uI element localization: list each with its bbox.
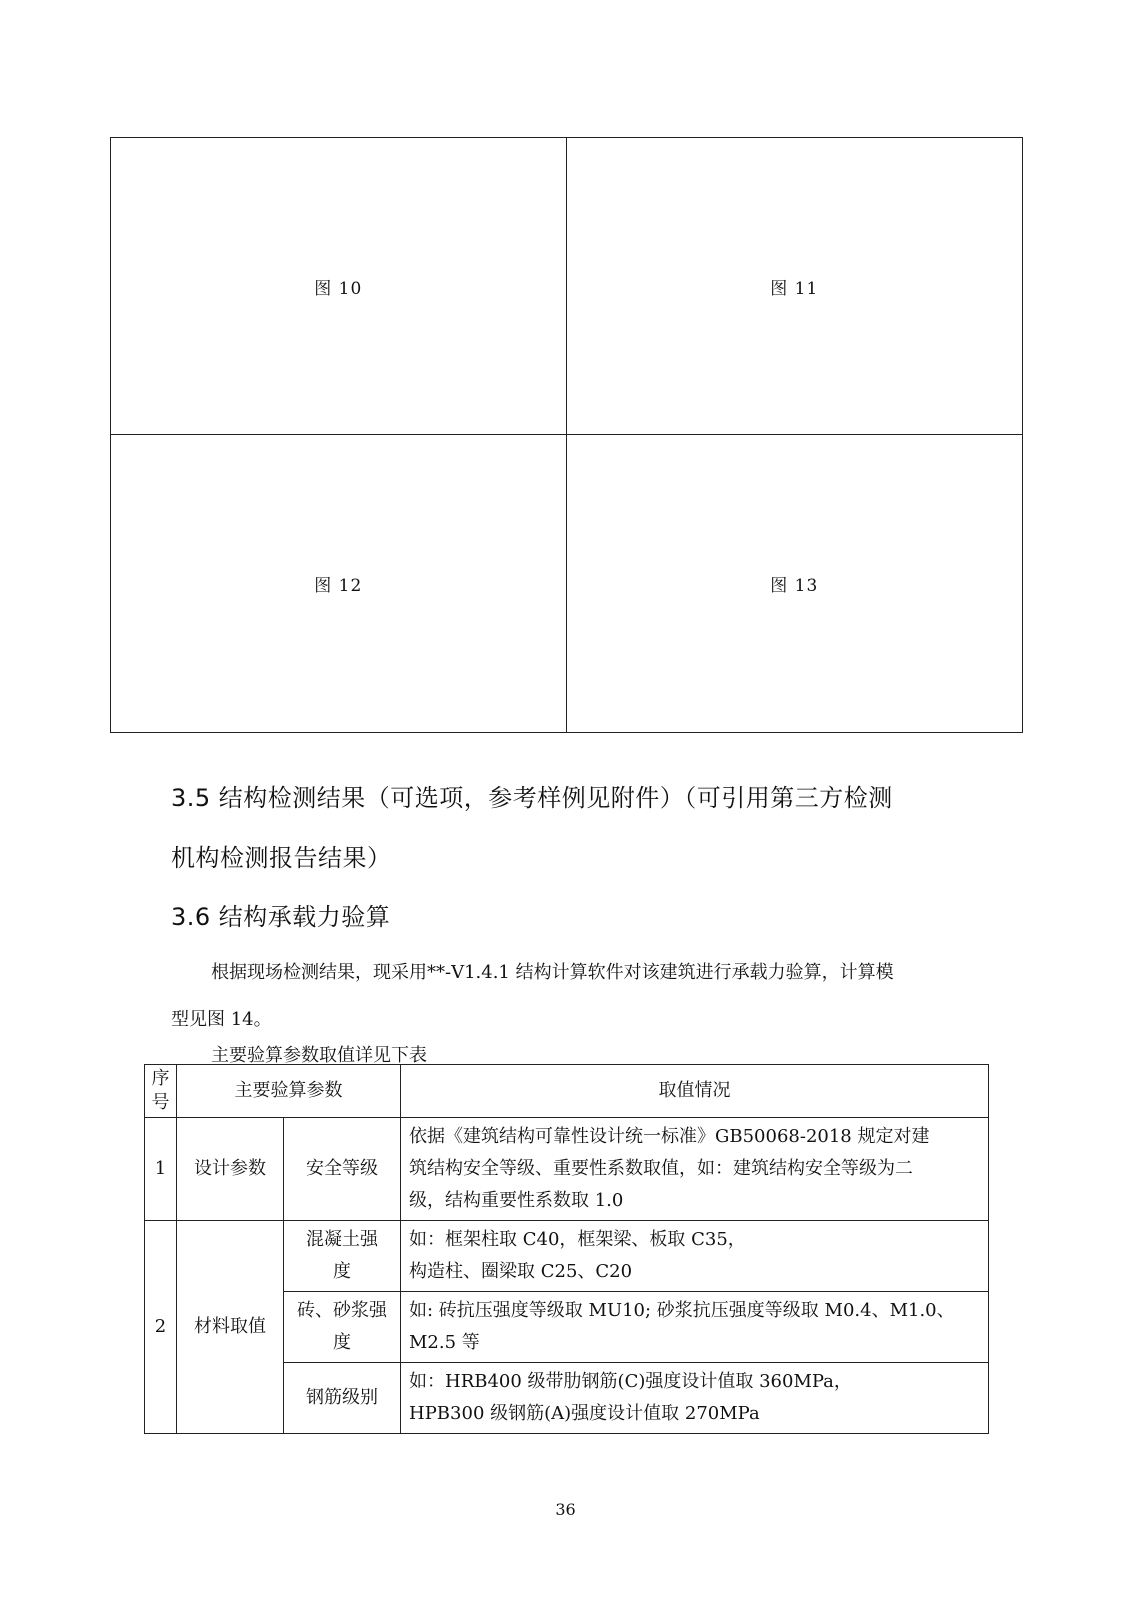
- row-subparam: 钢筋级别: [284, 1363, 401, 1434]
- page-number: 36: [555, 1500, 576, 1519]
- section-3-5-heading-cont: 机构检测报告结果）: [171, 844, 392, 872]
- table-row: [145, 1221, 989, 1292]
- figure-placeholder-12: [111, 435, 567, 732]
- table-caption: 主要验算参数取值详见下表: [211, 1045, 427, 1066]
- figure-placeholder-13: [567, 435, 1023, 732]
- row-value: 如：框架柱取 C40，框架梁、板取 C35， 构造柱、圈梁取 C25、C20: [401, 1221, 989, 1292]
- row-subparam: 混凝土强 度: [284, 1221, 401, 1292]
- row-value: 依据《建筑结构可靠性设计统一标准》GB50068-2018 规定对建 筑结构安全等级、重要性系数取值，如：建筑结构安全等级为二 级，结构重要性系数取 1.0: [401, 1118, 989, 1221]
- row-category: 材料取值: [177, 1221, 284, 1434]
- figure-placeholder-11: [567, 138, 1023, 435]
- figure-label: 图 10: [314, 278, 363, 299]
- row-seq: 1: [145, 1118, 177, 1221]
- header-value: 取值情况: [401, 1065, 989, 1118]
- row-seq: 2: [145, 1221, 177, 1434]
- body-paragraph-line2: 型见图 14。: [171, 1009, 272, 1030]
- header-param: 主要验算参数: [177, 1065, 401, 1118]
- section-3-6-heading: 3.6 结构承载力验算: [171, 903, 391, 931]
- parameters-table: [144, 1064, 989, 1434]
- figure-grid: [110, 137, 1023, 733]
- row-value: 如：HRB400 级带肋钢筋(C)强度设计值取 360MPa， HPB300 级钢筋(A)强度设计值取 270MPa: [401, 1363, 989, 1434]
- figure-label: 图 13: [770, 576, 819, 596]
- section-3-5-heading: 3.5 结构检测结果（可选项，参考样例见附件）（可引用第三方检测: [171, 784, 893, 812]
- figure-label: 图 11: [770, 278, 819, 299]
- figure-placeholder-10: [111, 138, 567, 435]
- figure-label: 图 12: [314, 576, 363, 596]
- row-subparam: 安全等级: [284, 1118, 401, 1221]
- body-paragraph-line1: 根据现场检测结果，现采用**-V1.4.1 结构计算软件对该建筑进行承载力验算，计算模: [211, 962, 894, 983]
- table-row: [145, 1118, 989, 1221]
- row-subparam: 砖、砂浆强 度: [284, 1292, 401, 1363]
- header-seq: 序 号: [145, 1065, 177, 1118]
- table-header-row: [145, 1065, 989, 1118]
- row-category: 设计参数: [177, 1118, 284, 1221]
- row-value: 如: 砖抗压强度等级取 MU10; 砂浆抗压强度等级取 M0.4、M1.0、 M2.5 等: [401, 1292, 989, 1363]
